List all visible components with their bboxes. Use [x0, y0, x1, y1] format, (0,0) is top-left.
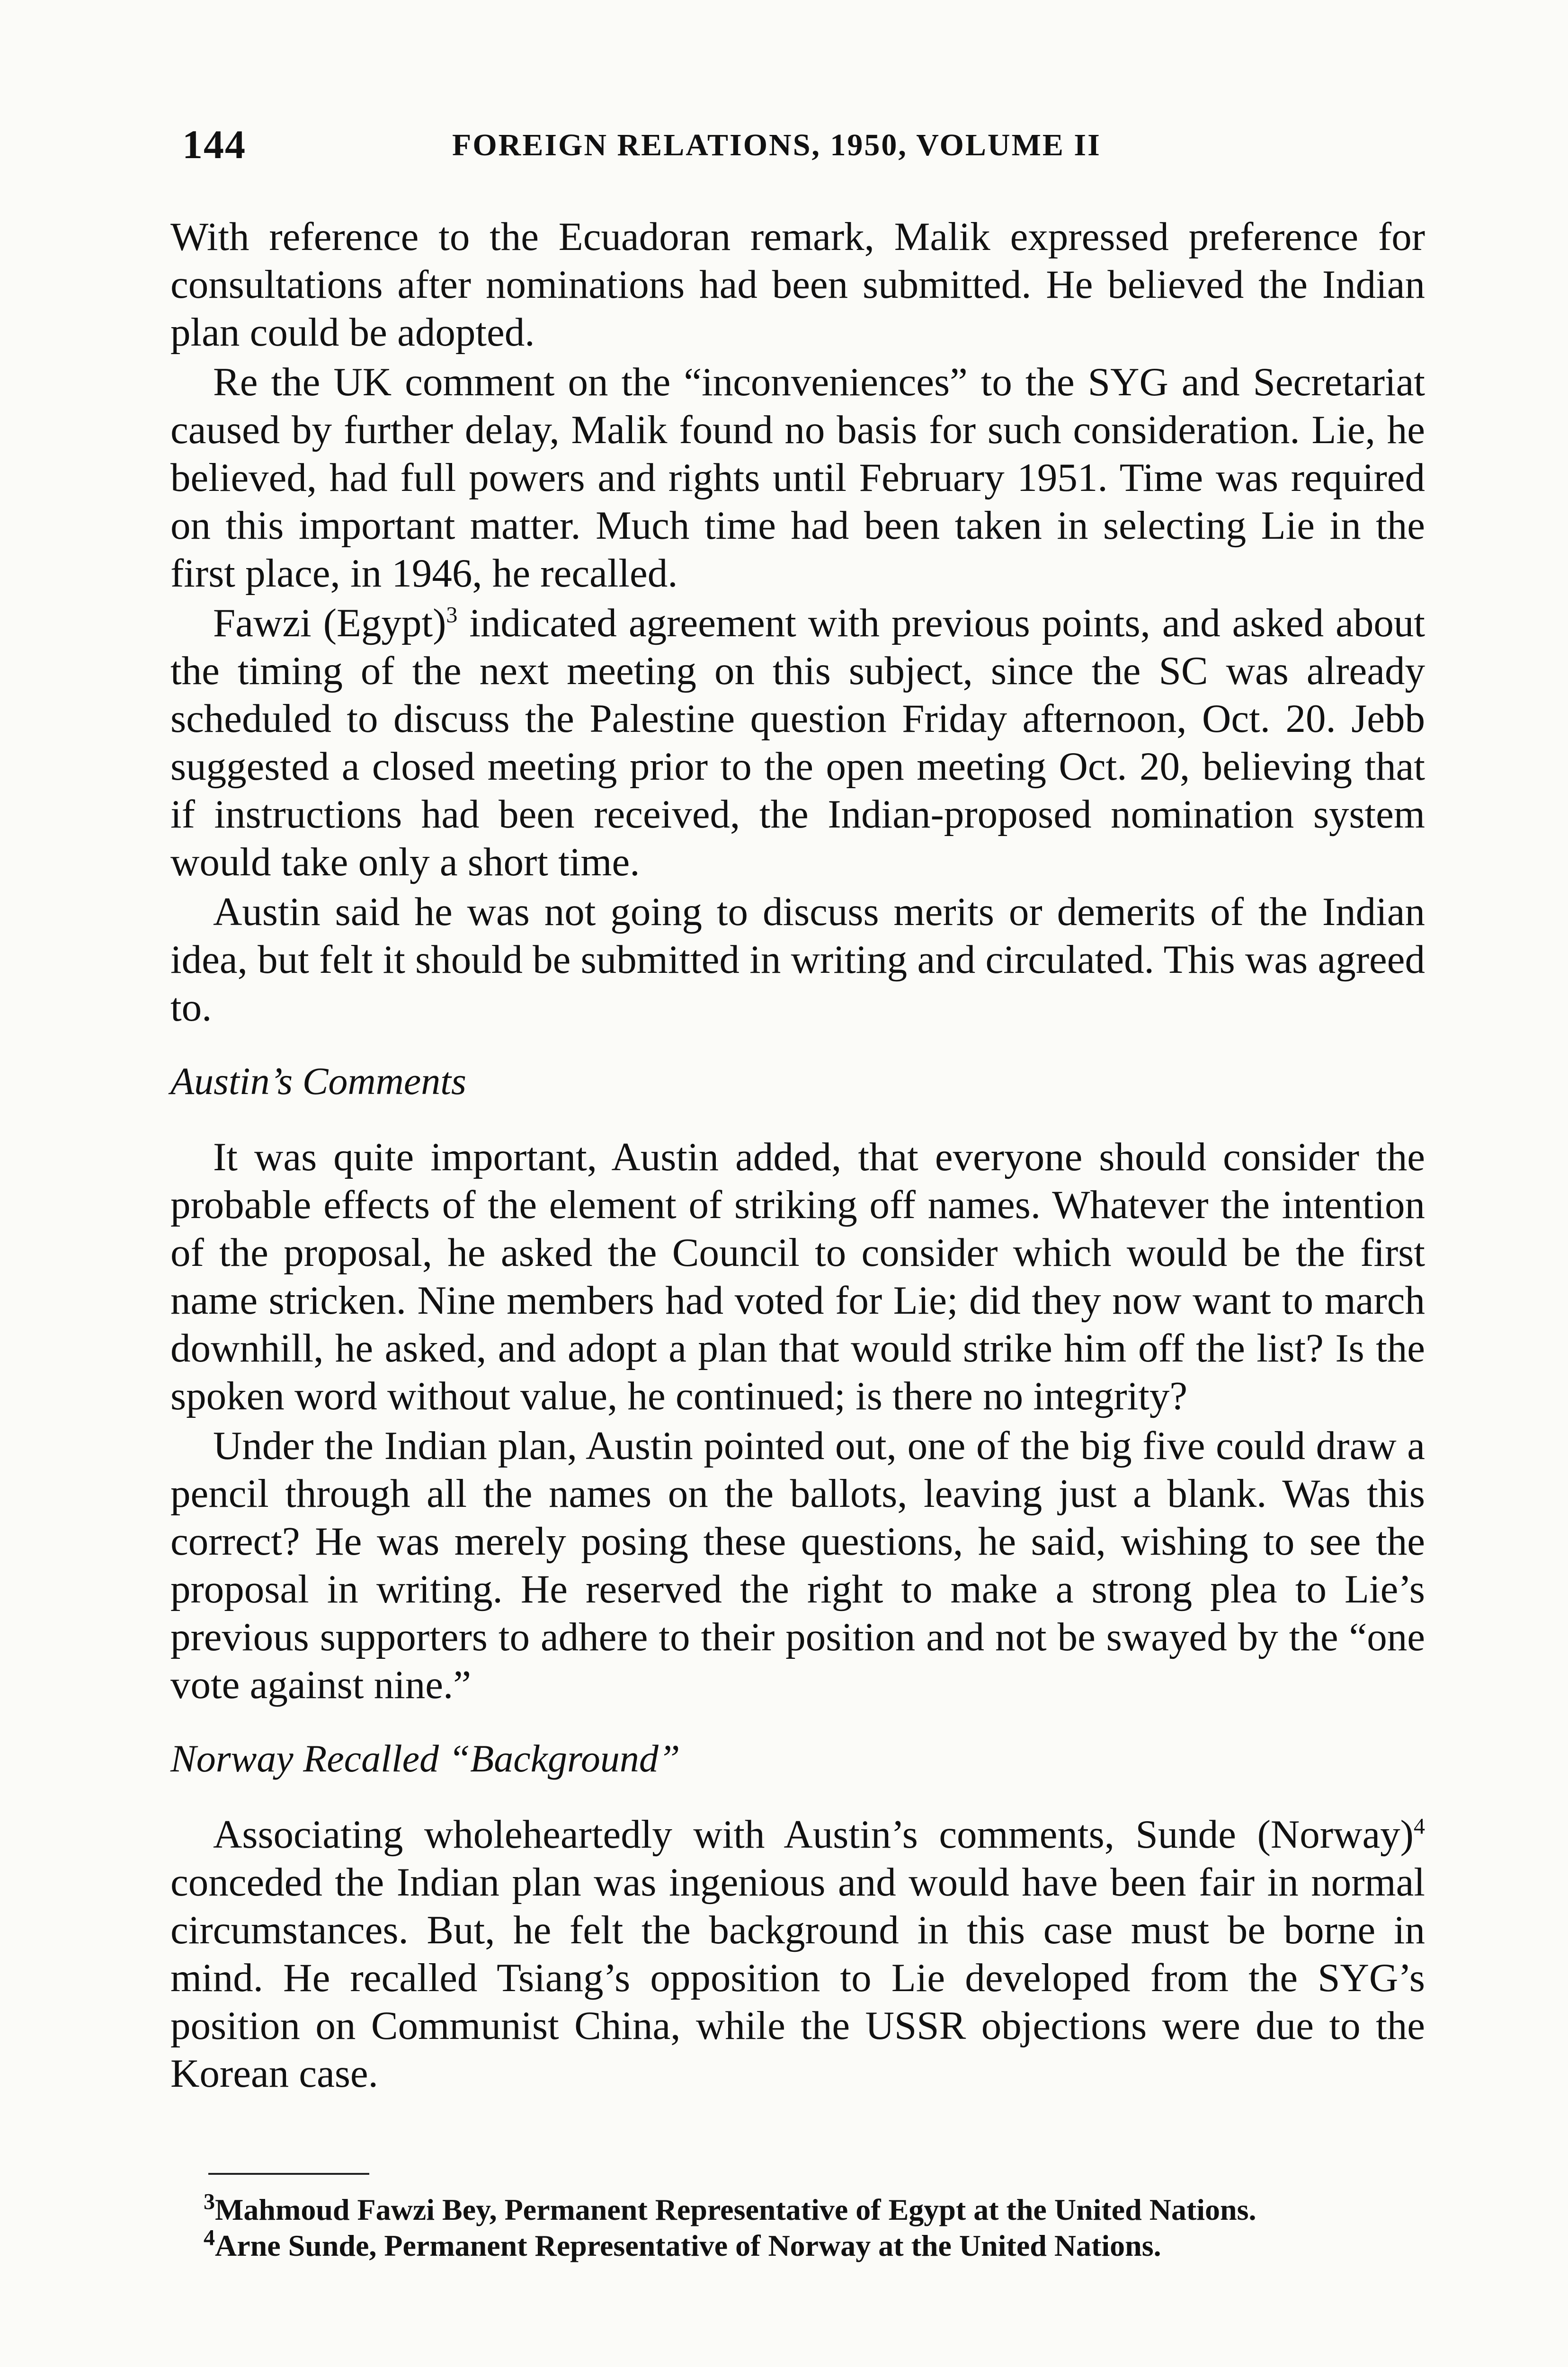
footnote-ref-4: 4 [1414, 1814, 1425, 1839]
footnote-ref-3: 3 [446, 602, 458, 628]
paragraph-fawzi [170, 599, 1425, 886]
fawzi-lead: Fawzi (Egypt) [213, 601, 446, 645]
subheading-norway-recalled: Norway Recalled “Background” [170, 1737, 680, 1780]
paragraph: It was quite important, Austin added, that everyone should consider the probable effects of the element of striking off names. Whatever the intention of the proposal, he asked the Council to consider which would be the first name stricken. Nine members had voted for Lie; did they now want to march downhill, he asked, and adopt a plan that would strike him off the list? Is the spoken word without value, he continued; is there no integrity? [170, 1135, 1425, 1418]
footnote [170, 2189, 1425, 2228]
footnote-text: Arne Sunde, Permanent Representative of Norway at the United Nations. [215, 2229, 1161, 2262]
running-head: FOREIGN RELATIONS, 1950, VOLUME II [452, 128, 1101, 162]
paragraph-sunde [170, 1811, 1425, 2098]
paragraph: Austin said he was not going to discuss merits or demerits of the Indian idea, but felt it should be submitted in writing and circulated. This was agreed to. [170, 890, 1425, 1030]
body-text [170, 213, 1425, 2100]
subheading-austins-comments: Austin’s Comments [170, 1059, 466, 1103]
paragraph: Under the Indian plan, Austin pointed out, one of the big five could draw a pencil through all the names on the ballots, leaving just a blank. Was this correct? He was merely posing these questions, he said, wishing to see the proposal in writing. He reserved the right to make a strong plea to Lie’s previous supporters to adhere to their position and not be swayed by the “one vote against nine.” [170, 1424, 1425, 1707]
footnote-marker: 3 [204, 2189, 215, 2215]
footnote-marker: 4 [204, 2225, 215, 2251]
paragraph: With reference to the Ecuadoran remark, Malik expressed preference for consultations after nominations had been submitted. He believed the Indian plan could be adopted. [170, 214, 1425, 355]
paragraph-text: indicated agreement with previous points, and asked about the timing of the next meeting on this subject, since the SC was already scheduled to discuss the Palestine question Friday afternoon, Oct. 20. Jebb suggested a closed meeting prior to the open meeting Oct. 20, believing that if instructions had been received, the Indian-proposed nomination system would take only a short time. [170, 601, 1425, 884]
page-header [182, 121, 1437, 178]
page-number: 144 [182, 122, 246, 167]
footnote [170, 2225, 1425, 2264]
paragraph-text: conceded the Indian plan was ingenious and would have been fair in normal circumstances. But, he felt the background in this case must be borne in mind. He recalled Tsiang’s opposition to Lie developed from the SYG’s position on Communist China, while the USSR objections were due to the Korean case. [170, 1860, 1425, 2096]
footnote-text: Mahmoud Fawzi Bey, Permanent Representative of Egypt at the United Nations. [215, 2193, 1256, 2226]
paragraph-text: Associating wholeheartedly with Austin’s comments, Sunde (Norway) [213, 1812, 1414, 1857]
paragraph: Re the UK comment on the “inconveniences” to the SYG and Secretariat caused by further delay, Malik found no basis for such consideration. Lie, he believed, had full powers and rights until February 1951. Time was required on this important matter. Much time had been taken in selecting Lie in the first place, in 1946, he recalled. [170, 360, 1425, 596]
footnotes [170, 2189, 1425, 2264]
footnote-separator [208, 2173, 369, 2175]
